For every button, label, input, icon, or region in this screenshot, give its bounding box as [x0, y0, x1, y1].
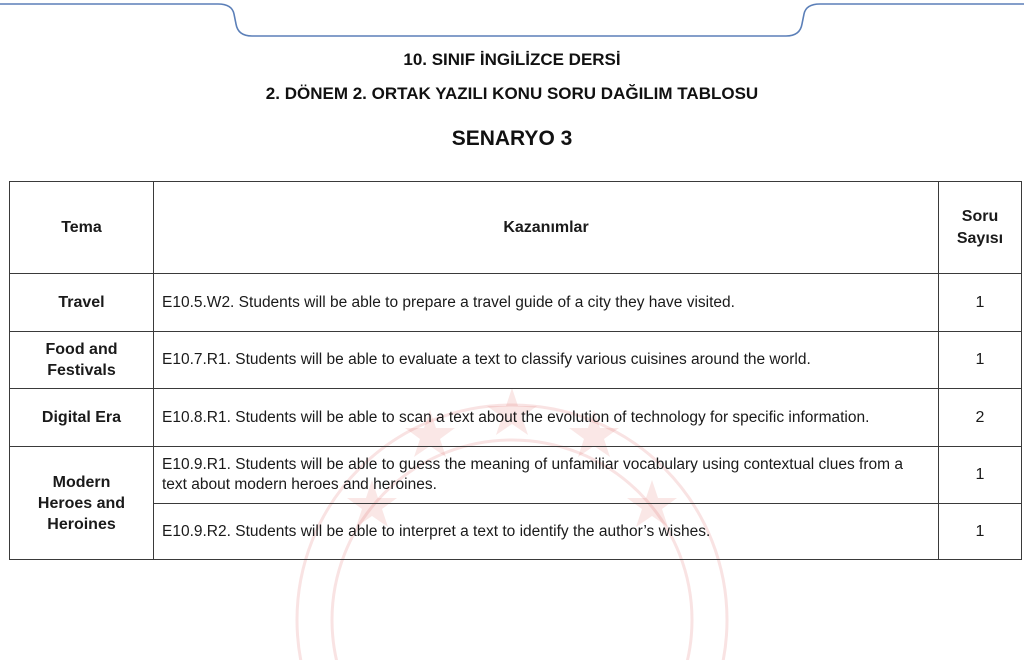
column-header-tema: Tema	[10, 182, 154, 274]
table-row	[10, 274, 1022, 332]
kazanim-cell: E10.8.R1. Students will be able to scan a text about the evolution of technology for specific information.	[154, 389, 939, 447]
document-title: 10. SINIF İNGİLİZCE DERSİ	[403, 50, 621, 69]
table-row	[10, 447, 1022, 504]
column-header-soru-sayisi-line2: Sayısı	[956, 229, 1004, 247]
document-subtitle: 2. DÖNEM 2. ORTAK YAZILI KONU SORU DAĞILIM TABLOSU	[265, 84, 759, 103]
tema-cell: Digital Era	[10, 389, 154, 447]
topic-distribution-table	[9, 181, 1022, 560]
soru-sayisi-cell: 2	[939, 389, 1022, 447]
column-header-soru-sayisi-line1: Soru	[961, 207, 999, 225]
table-row	[10, 504, 1022, 560]
soru-sayisi-cell: 1	[939, 274, 1022, 332]
kazanim-cell: E10.7.R1. Students will be able to evaluate a text to classify various cuisines around the world.	[154, 332, 939, 389]
table-header-row	[10, 182, 1022, 274]
column-header-kazanimlar: Kazanımlar	[154, 182, 939, 274]
soru-sayisi-cell: 1	[939, 332, 1022, 389]
scenario-title: SENARYO 3	[451, 127, 573, 150]
soru-sayisi-cell: 1	[939, 504, 1022, 560]
table-row	[10, 389, 1022, 447]
soru-sayisi-cell: 1	[939, 447, 1022, 504]
column-header-soru-sayisi	[939, 182, 1022, 274]
table-row	[10, 332, 1022, 389]
kazanim-cell: E10.9.R2. Students will be able to interpret a text to identify the author’s wishes.	[154, 504, 939, 560]
tema-cell: Modern Heroes and Heroines	[10, 447, 154, 560]
header-frame	[0, 0, 1024, 42]
tema-cell: Travel	[10, 274, 154, 332]
kazanim-cell: E10.9.R1. Students will be able to guess the meaning of unfamiliar vocabulary using contextual clues from a text about modern heroes and heroines.	[154, 447, 939, 504]
tema-cell: Food and Festivals	[10, 332, 154, 389]
kazanim-cell: E10.5.W2. Students will be able to prepare a travel guide of a city they have visited.	[154, 274, 939, 332]
